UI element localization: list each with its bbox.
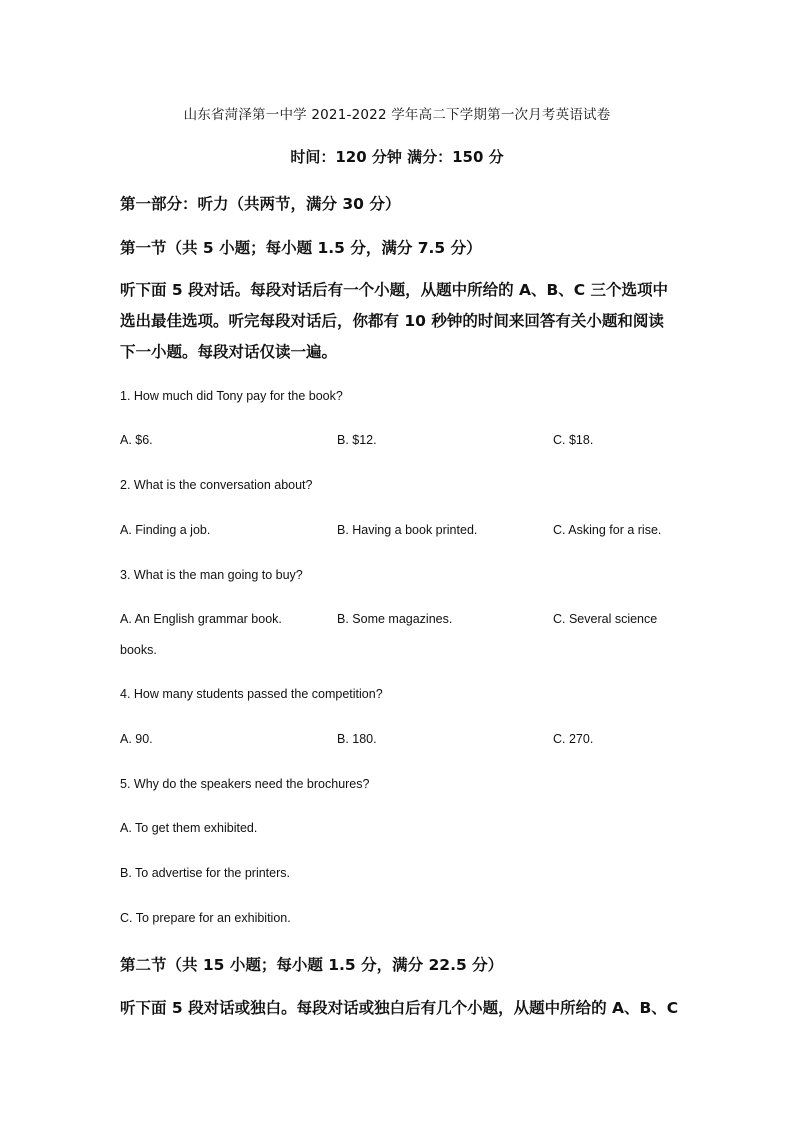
question-2-option-b: B. Having a book printed. — [337, 523, 478, 537]
question-3-option-a: A. An English grammar book. — [120, 612, 282, 626]
question-5-option-b: B. To advertise for the printers. — [120, 866, 290, 880]
section2-instructions — [120, 993, 680, 1024]
question-3-stem: 3. What is the man going to buy? — [120, 568, 303, 582]
instruction-line: 选出最佳选项。听完每段对话后，你都有 10 秒钟的时间来回答有关小题和阅读 — [120, 312, 664, 330]
question-4-stem: 4. How many students passed the competition? — [120, 687, 383, 701]
question-4-option-c: C. 270. — [553, 732, 594, 746]
instruction-line: 听下面 5 段对话。每段对话后有一个小题，从题中所给的 A、B、C 三个选项中 — [120, 281, 669, 299]
question-1-option-a: A. $6. — [120, 433, 153, 447]
instruction-line: 下一小题。每段对话仅读一遍。 — [120, 343, 338, 361]
question-5-option-c: C. To prepare for an exhibition. — [120, 911, 291, 925]
section2-heading: 第二节（共 15 小题；每小题 1.5 分，满分 22.5 分） — [120, 956, 504, 974]
section1-heading: 第一节（共 5 小题；每小题 1.5 分，满分 7.5 分） — [120, 239, 482, 257]
exam-time-info: 时间：120 分钟 满分：150 分 — [290, 148, 504, 166]
question-4-option-a: A. 90. — [120, 732, 153, 746]
question-3-option-b: B. Some magazines. — [337, 612, 453, 626]
question-1-option-c: C. $18. — [553, 433, 594, 447]
exam-title: 山东省菏泽第一中学 2021-2022 学年高二下学期第一次月考英语试卷 — [183, 107, 611, 123]
part1-heading: 第一部分：听力（共两节，满分 30 分） — [120, 195, 401, 213]
question-2-option-a: A. Finding a job. — [120, 523, 211, 537]
question-3-option-c: C. Several science — [553, 612, 658, 626]
question-2-stem: 2. What is the conversation about? — [120, 478, 313, 492]
section1-instructions — [120, 275, 680, 368]
question-2-option-c: C. Asking for a rise. — [553, 523, 662, 537]
question-5-stem: 5. Why do the speakers need the brochures? — [120, 777, 370, 791]
question-1-option-b: B. $12. — [337, 433, 377, 447]
question-1-stem: 1. How much did Tony pay for the book? — [120, 389, 343, 403]
question-3-option-c-continuation: books. — [120, 643, 157, 657]
question-5-option-a: A. To get them exhibited. — [120, 821, 258, 835]
question-4-option-b: B. 180. — [337, 732, 377, 746]
instruction-line: 听下面 5 段对话或独白。每段对话或独白后有几个小题，从题中所给的 A、B、C — [120, 999, 679, 1017]
